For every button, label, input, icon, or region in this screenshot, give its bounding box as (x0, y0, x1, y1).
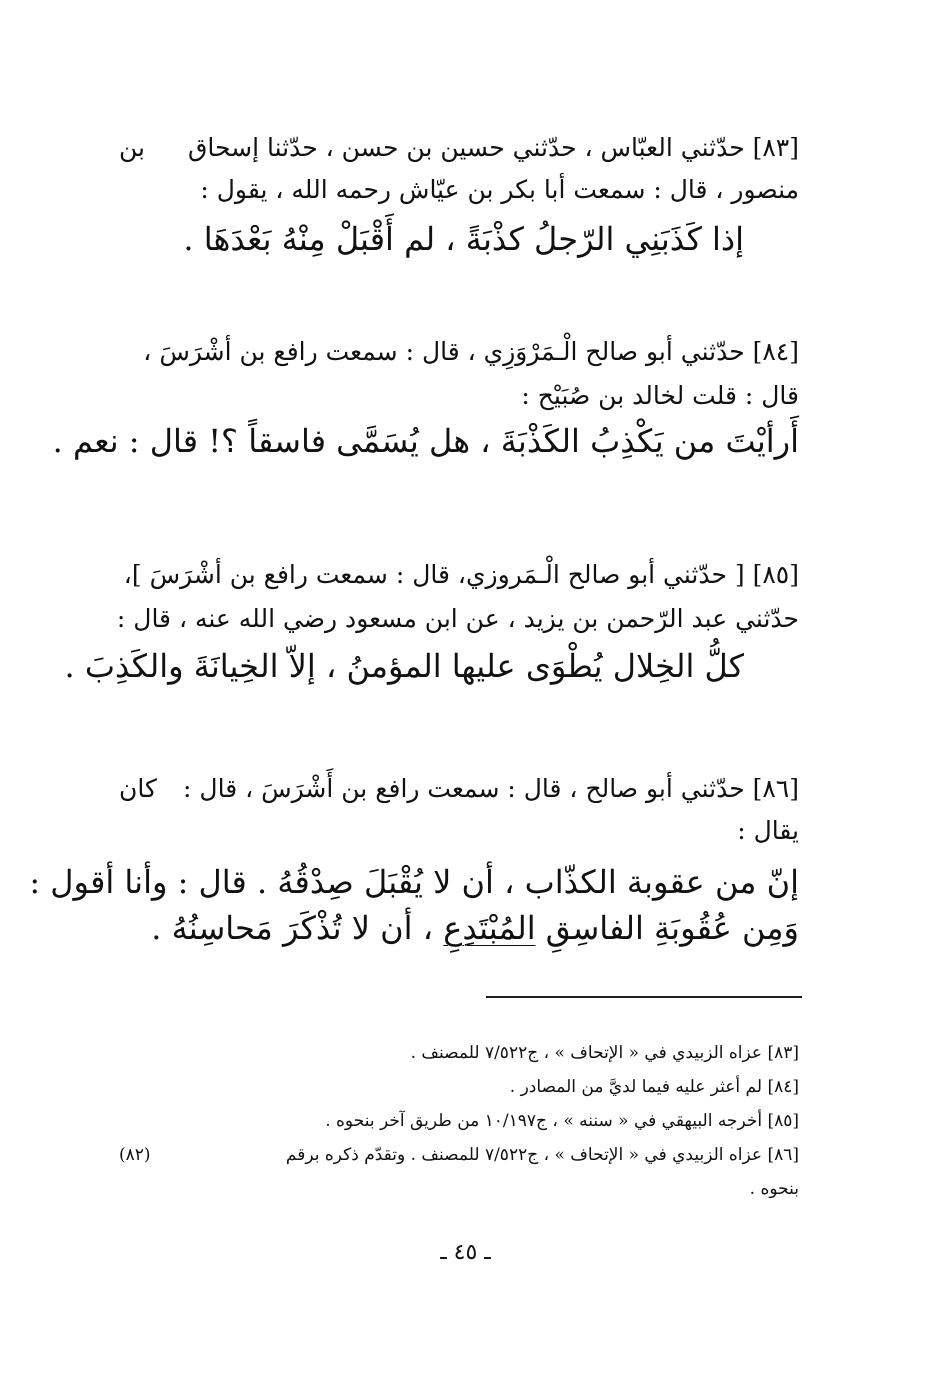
entry-86-quote-line-2 (119, 908, 799, 948)
entry-84-line-1: [٨٤] حدّثني أبو صالح الْـمَرْوَزِي ، قال : سمعت رافع بن أشْرَسَ ، (143, 337, 799, 366)
entry-83-line-1 (119, 133, 799, 163)
entry-86-line-2: يقال : (737, 816, 799, 845)
page-number: ـ ٤٥ ـ (440, 1240, 491, 1265)
entry-83-line-2: منصور ، قال : سمعت أبا بكر بن عيّاش رحمه الله ، يقول : (200, 175, 799, 204)
entry-83 (119, 133, 799, 259)
entry-85-quote: كلُّ الخِلال يُطْوَى عليها المؤمنُ ، إلاّ الخِيانَةَ والكَذِبَ . (64, 647, 744, 685)
entry-83-quote: إذا كَذَبَنِي الرّجلُ كذْبَةً ، لم أَقْبَلْ مِنْهُ بَعْدَهَا . (183, 220, 744, 258)
entry-83-line-1-text: [٨٣] حدّثني العبّاس ، حدّثني حسين بن حسن ، حدّثنا إسحاق (188, 133, 799, 162)
entry-85-line-1: [٨٥] [ حدّثني أبو صالح الْـمَروزي، قال : سمعت رافع بن أشْرَسَ ]، (123, 560, 799, 589)
entry-84-line-2: قال : قلت لخالد بن صُبَيْح : (521, 381, 799, 410)
entry-86-line-1-end: كان (119, 774, 157, 803)
entry-86 (29, 774, 799, 948)
footnote-86-ref: (٨٢) (119, 1145, 151, 1165)
entry-84-quote: أَرأيْتَ من يَكْذِبُ الكَذْبَةَ ، هل يُسَمَّى فاسقاً ؟! قال : نعم . (52, 422, 799, 460)
entry-86-line-1 (119, 774, 799, 804)
footnote-85: [٨٥] أخرجه البيهقي في « سننه » ، ج١٠/١٩٧ من طريق آخر بنحوه . (325, 1111, 799, 1131)
entry-86-line-1-text: [٨٦] حدّثني أبو صالح ، قال : سمعت رافع بن أَشْرَسَ ، قال : (183, 774, 799, 803)
entry-86-quote-part-1: وَمِن عُقُوبَةِ الفاسِقِ (535, 909, 799, 947)
entry-83-line-1-end: بن (119, 133, 145, 162)
footnote-86-continuation: بنحوه . (749, 1179, 799, 1199)
footnotes (119, 1036, 799, 1206)
entry-86-quote-line-1: إنّ من عقوبة الكذّاب ، أن لا يُقْبَلَ صِدْقُهُ . قال : وأنا أقول : (29, 863, 799, 901)
entry-84 (52, 337, 799, 461)
entry-85-line-2: حدّثني عبد الرّحمن بن يزيد ، عن ابن مسعود رضي الله عنه ، قال : (116, 604, 799, 633)
entry-86-quote-part-2: ، أن لا تُذْكَرَ مَحاسِنُهُ . (151, 909, 444, 947)
footnote-84: [٨٤] لم أعثر عليه فيما لديَّ من المصادر . (509, 1077, 799, 1097)
entry-86-quote-underlined-word: المُبْتَدِعِ (443, 909, 536, 947)
footnote-separator (486, 996, 802, 998)
footnote-86-text: [٨٦] عزاه الزبيدي في « الإتحاف » ، ج٧/٥٢٢ للمصنف . وتقدّم ذكره برقم (285, 1145, 799, 1165)
footnote-86 (119, 1138, 799, 1172)
entry-85 (64, 560, 799, 686)
footnote-83: [٨٣] عزاه الزبيدي في « الإتحاف » ، ج٧/٥٢٢ للمصنف . (410, 1043, 799, 1063)
